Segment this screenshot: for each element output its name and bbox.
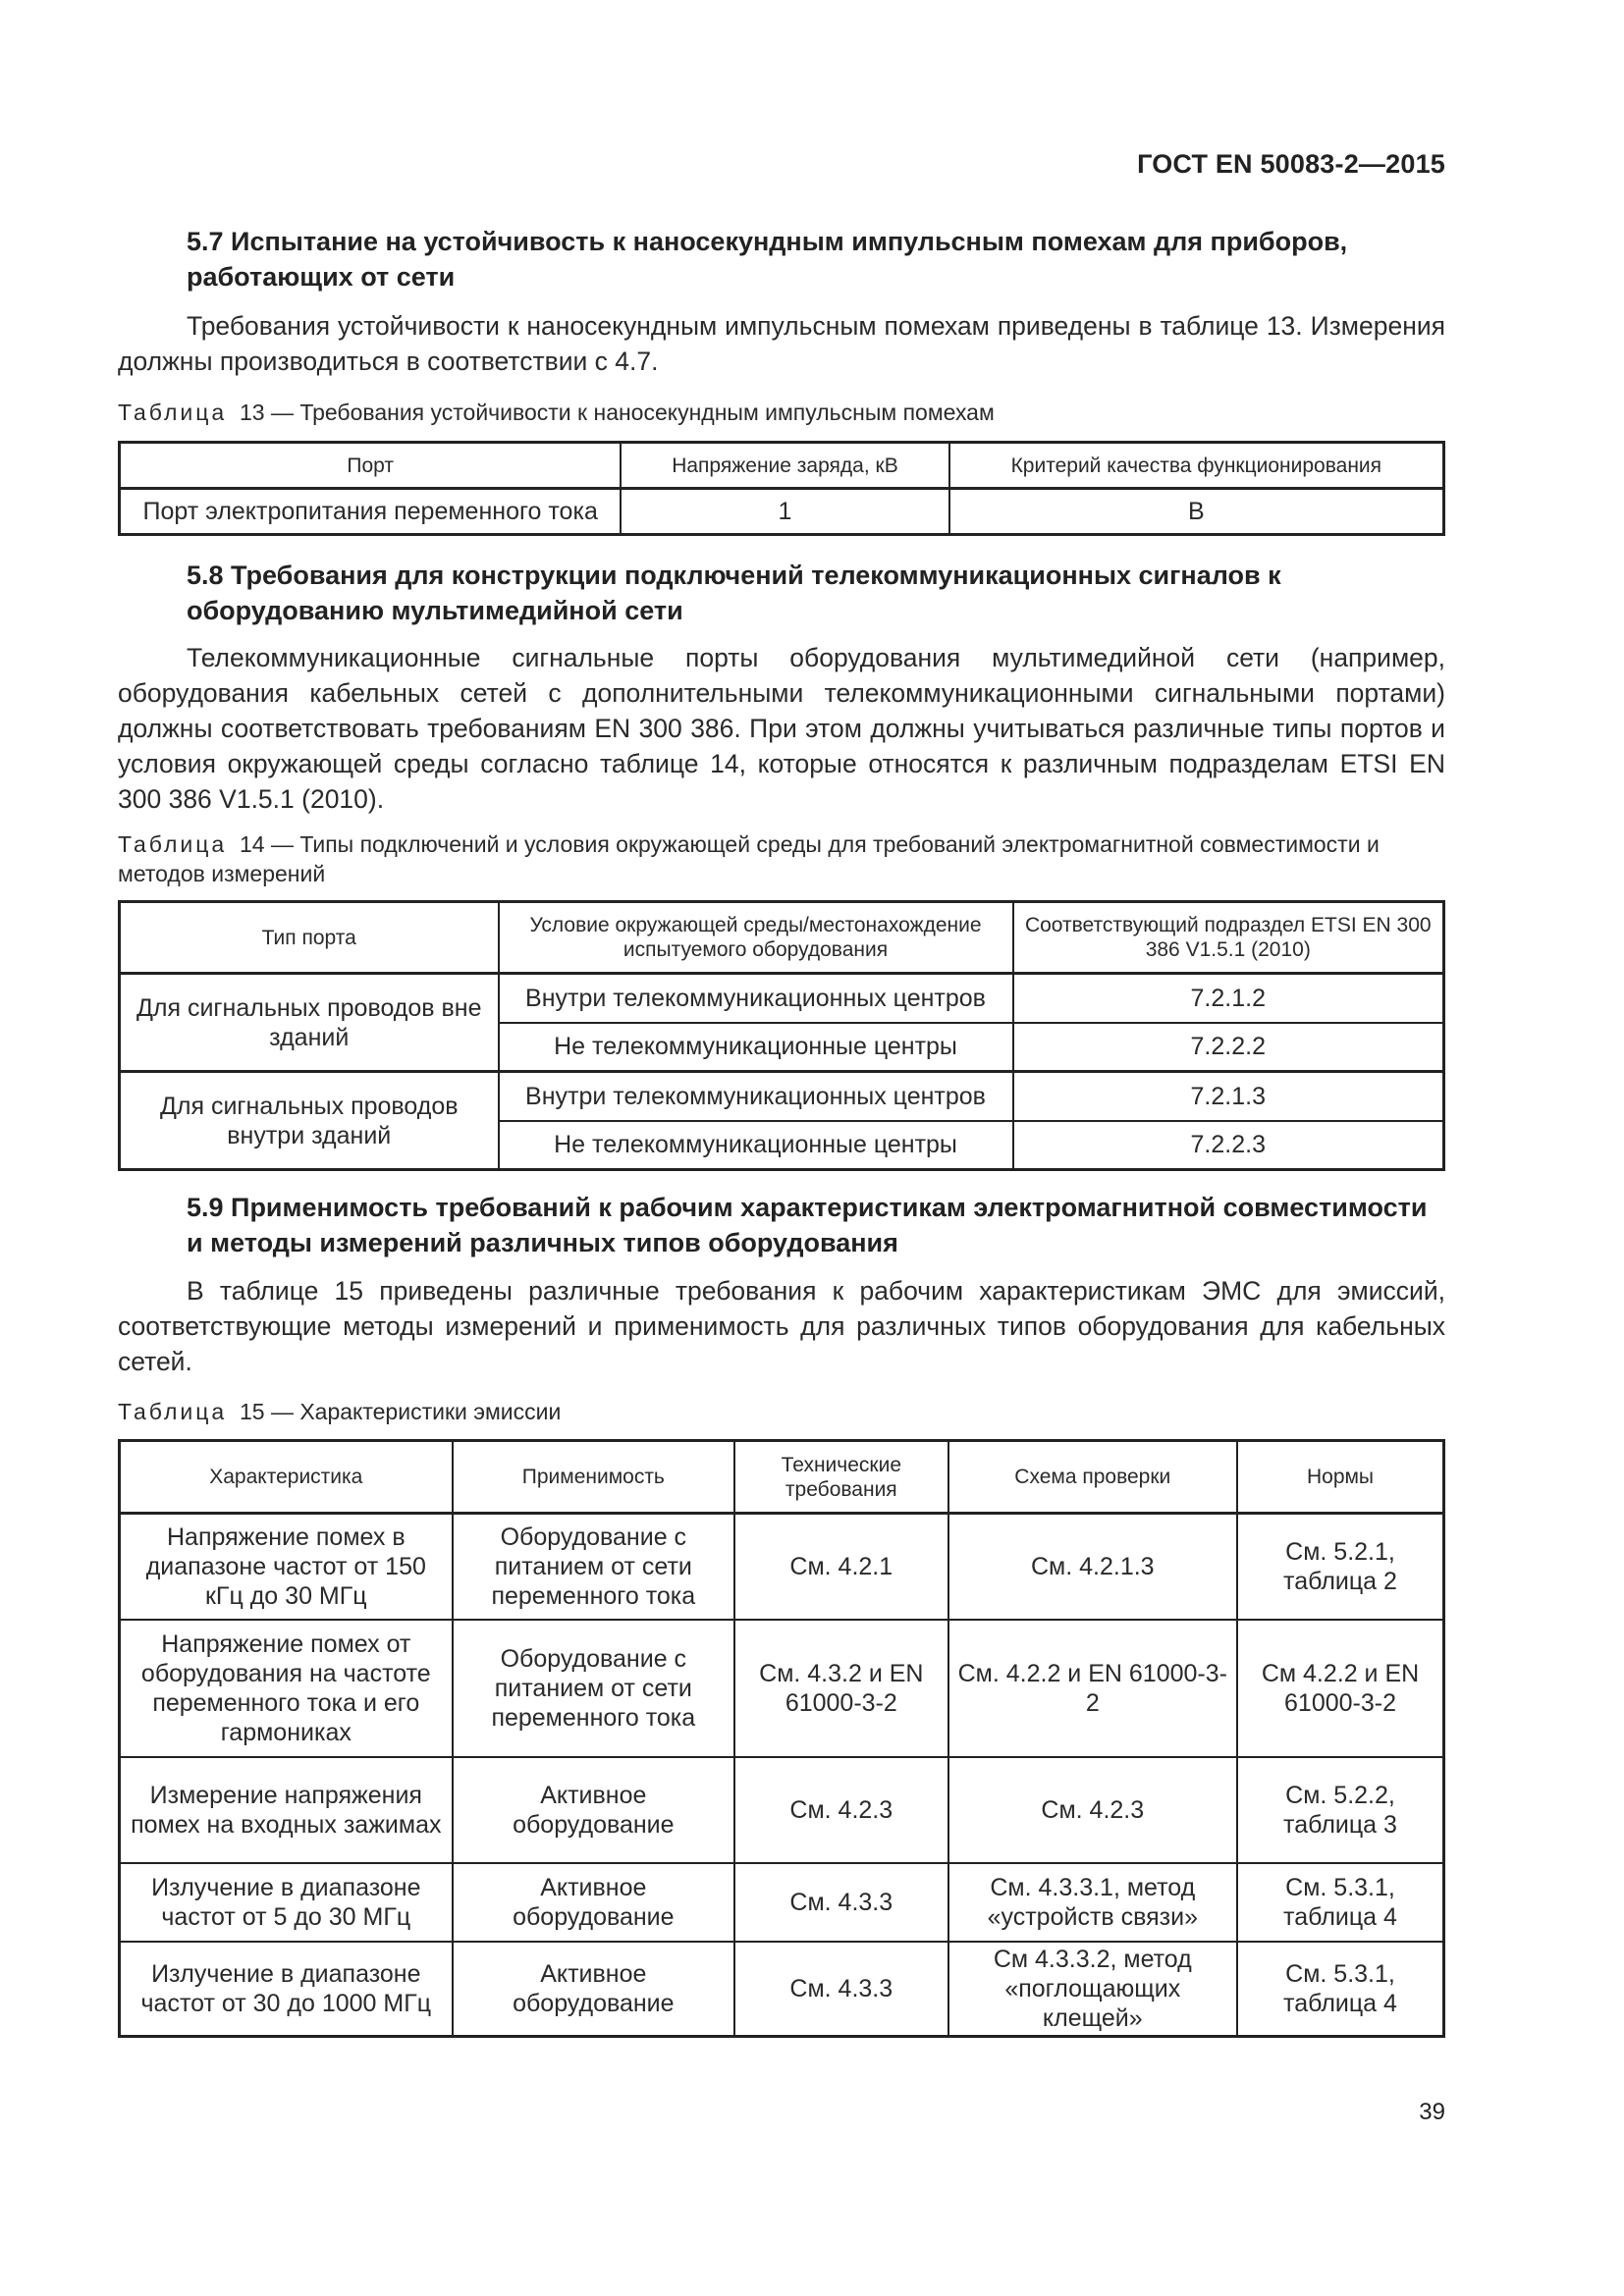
- table-cell: Внутри телекоммуникационных центров: [499, 1072, 1013, 1121]
- table-cell: См. 4.3.3: [734, 1863, 948, 1942]
- table-cell: Напряжение помех от оборудования на частоте переменного тока и его гармониках: [120, 1620, 453, 1757]
- table-cell: Напряжение помех в диапазоне частот от 150 кГц до 30 МГц: [120, 1514, 453, 1620]
- table-cell: Не телекоммуникационные центры: [499, 1023, 1013, 1072]
- table-row: [120, 974, 1444, 1023]
- table-row: [120, 1863, 1444, 1942]
- document-code-header: ГОСТ EN 50083-2—2015: [1137, 149, 1445, 179]
- table-cell: См. 4.2.2 и EN 61000-3-2: [948, 1620, 1237, 1757]
- table-cell: Порт электропитания переменного тока: [120, 489, 622, 535]
- section-5-9-paragraph-text: В таблице 15 приведены различные требования к рабочим характеристикам ЭМС для эмиссий, соответствующие методы измерений и применимость для различных типов оборудования для кабельных сетей.: [118, 1276, 1445, 1376]
- table-cell: Активное оборудование: [453, 1863, 734, 1942]
- table-cell: См. 5.2.2, таблица 3: [1237, 1757, 1443, 1863]
- table-cell: См. 4.2.3: [734, 1757, 948, 1863]
- table-cell: См. 5.3.1, таблица 4: [1237, 1942, 1443, 2037]
- table-cell: См. 5.3.1, таблица 4: [1237, 1863, 1443, 1942]
- table-row: [120, 1514, 1444, 1620]
- table-cell: 7.2.2.2: [1013, 1023, 1444, 1072]
- table-cell: Измерение напряжения помех на входных зажимах: [120, 1757, 453, 1863]
- table-cell: Излучение в диапазоне частот от 5 до 30 МГц: [120, 1863, 453, 1942]
- table-15-header-characteristic: Характеристика: [120, 1441, 453, 1514]
- table-cell: Излучение в диапазоне частот от 30 до 1000 МГц: [120, 1942, 453, 2037]
- table-cell: См 4.2.2 и EN 61000-3-2: [1237, 1620, 1443, 1757]
- section-5-7-title: 5.7 Испытание на устойчивость к наносекундным импульсным помехам для приборов, работающих от сети: [187, 227, 1348, 292]
- table-cell: Оборудование с питанием от сети переменного тока: [453, 1514, 734, 1620]
- table-cell-port-group: Для сигнальных проводов вне зданий: [120, 974, 499, 1072]
- table-row: [120, 1620, 1444, 1757]
- table-cell: См 4.3.3.2, метод «поглощающих клещей»: [948, 1942, 1237, 2037]
- table-15-header-applicability: Применимость: [453, 1441, 734, 1514]
- table-14-header-subclause: Соответствующий подраздел ETSI EN 300 386 V1.5.1 (2010): [1013, 902, 1444, 974]
- table-15-header-test-setup: Схема проверки: [948, 1441, 1237, 1514]
- table-13-header-criterion: Критерий качества функционирования: [949, 443, 1444, 489]
- table-cell: См. 4.3.2 и EN 61000-3-2: [734, 1620, 948, 1757]
- table-cell: См. 4.3.3.1, метод «устройств связи»: [948, 1863, 1237, 1942]
- table-cell: Активное оборудование: [453, 1942, 734, 2037]
- section-5-8-paragraph: [118, 640, 1445, 817]
- table-row: [120, 489, 1444, 535]
- table-cell: См. 4.2.3: [948, 1757, 1237, 1863]
- table-15-caption-text: 15 — Характеристики эмиссии: [239, 1399, 562, 1424]
- table-14-label: Таблица: [118, 831, 228, 857]
- table-cell: 1: [621, 489, 948, 535]
- section-5-8-paragraph-text: Телекоммуникационные сигнальные порты оборудования мультимедийной сети (например, оборудования кабельных сетей с дополнительными телекоммуникационными сигнальными портами) должны соответствовать требованиям EN 300 386. При этом должны учитываться различные типы портов и условия окружающей среды согласно таблице 14, которые относятся к различным подразделам ETSI EN 300 386 V1.5.1 (2010).: [118, 643, 1445, 814]
- table-row: [120, 1942, 1444, 2037]
- table-14-header-port-type: Тип порта: [120, 902, 499, 974]
- table-cell-port-group: Для сигнальных проводов внутри зданий: [120, 1072, 499, 1170]
- table-13-header-port: Порт: [120, 443, 622, 489]
- table-cell: B: [949, 489, 1444, 535]
- section-5-7-paragraph-text: Требования устойчивости к наносекундным импульсным помехам приведены в таблице 13. Измерения должны производиться в соответствии с 4.7.: [118, 311, 1445, 376]
- table-row: [120, 1757, 1444, 1863]
- table-row: [120, 1072, 1444, 1121]
- table-cell: См. 5.2.1, таблица 2: [1237, 1514, 1443, 1620]
- table-cell: Внутри телекоммуникационных центров: [499, 974, 1013, 1023]
- table-15-caption: [118, 1397, 1445, 1426]
- table-cell: См. 4.3.3: [734, 1942, 948, 2037]
- table-cell: Не телекоммуникационные центры: [499, 1121, 1013, 1170]
- table-cell: Оборудование с питанием от сети переменного тока: [453, 1620, 734, 1757]
- section-5-9-title: 5.9 Применимость требований к рабочим характеристикам электромагнитной совместимости и методы измерений различных типов оборудования: [187, 1193, 1428, 1257]
- table-13-caption-text: 13 — Требования устойчивости к наносекундным импульсным помехам: [239, 400, 995, 425]
- table-cell: Активное оборудование: [453, 1757, 734, 1863]
- table-15-header-limits: Нормы: [1237, 1441, 1443, 1514]
- table-13-caption: [118, 398, 1445, 427]
- section-5-9-paragraph: [118, 1273, 1445, 1379]
- table-cell: 7.2.1.2: [1013, 974, 1444, 1023]
- table-13-header-voltage: Напряжение заряда, кВ: [621, 443, 948, 489]
- table-13-label: Таблица: [118, 400, 228, 425]
- table-14-caption-text: 14 — Типы подключений и условия окружающей среды для требований электромагнитной совместимости и методов измерений: [118, 831, 1380, 886]
- table-cell: 7.2.1.3: [1013, 1072, 1444, 1121]
- table-13: [118, 441, 1445, 536]
- table-cell: См. 4.2.1: [734, 1514, 948, 1620]
- table-15-header-requirements: Технические требования: [734, 1441, 948, 1514]
- section-5-7-paragraph: [118, 308, 1445, 379]
- table-14-header-environment: Условие окружающей среды/местонахождение испытуемого оборудования: [499, 902, 1013, 974]
- table-cell: См. 4.2.1.3: [948, 1514, 1237, 1620]
- table-14: [118, 900, 1445, 1171]
- section-5-8-title: 5.8 Требования для конструкции подключений телекоммуникационных сигналов к оборудованию мультимедийной сети: [187, 561, 1281, 625]
- page-number: 39: [1419, 2099, 1445, 2125]
- table-15: [118, 1439, 1445, 2038]
- table-15-label: Таблица: [118, 1399, 228, 1424]
- table-cell: 7.2.2.3: [1013, 1121, 1444, 1170]
- table-14-caption: [118, 829, 1445, 888]
